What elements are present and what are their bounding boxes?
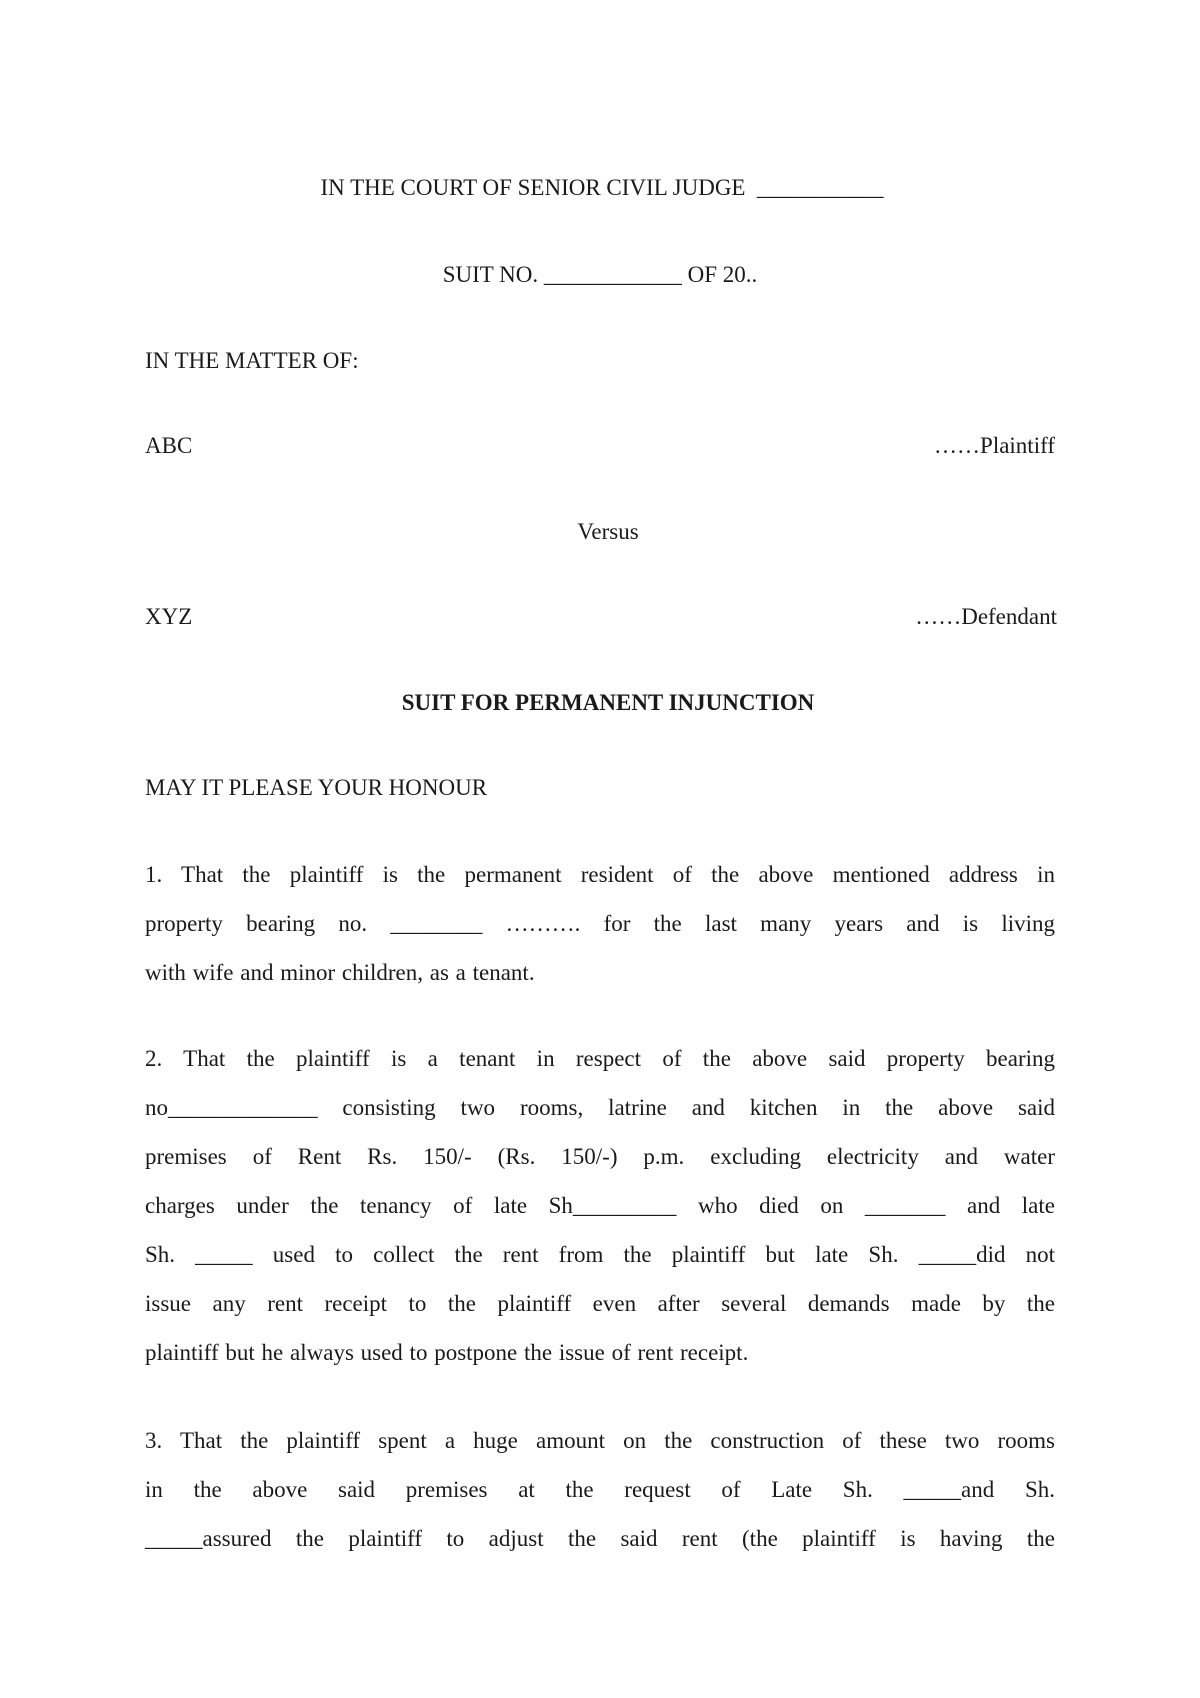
matter-of-label: IN THE MATTER OF:: [145, 348, 359, 373]
defendant-role: ……Defendant: [915, 604, 1057, 629]
paragraph-line: Sh. _____ used to collect the rent from the plaintiff but late Sh. _____did not: [145, 1242, 1055, 1267]
salutation: MAY IT PLEASE YOUR HONOUR: [145, 775, 488, 800]
paragraph-line: in the above said premises at the request of Late Sh. _____and Sh.: [145, 1477, 1055, 1502]
paragraph-1: [145, 850, 1055, 997]
paragraph-line: 3. That the plaintiff spent a huge amount on the construction of these two rooms: [145, 1428, 1055, 1453]
paragraph-line: _____assured the plaintiff to adjust the said rent (the plaintiff is having the: [145, 1526, 1055, 1551]
court-heading: IN THE COURT OF SENIOR CIVIL JUDGE ___________: [320, 175, 884, 200]
paragraph-line: 2. That the plaintiff is a tenant in respect of the above said property bearing: [145, 1046, 1055, 1071]
paragraph-2: [145, 1034, 1055, 1377]
paragraph-line: premises of Rent Rs. 150/- (Rs. 150/-) p.m. excluding electricity and water: [145, 1144, 1055, 1169]
document-title: SUIT FOR PERMANENT INJUNCTION: [401, 690, 815, 715]
defendant-name: XYZ: [145, 604, 193, 629]
paragraph-line: with wife and minor children, as a tenant.: [145, 960, 535, 985]
suit-number-line: SUIT NO. ____________ OF 20..: [442, 262, 758, 287]
paragraph-line: no_____________ consisting two rooms, latrine and kitchen in the above said: [145, 1095, 1055, 1120]
paragraph-3: [145, 1416, 1055, 1563]
paragraph-line: 1. That the plaintiff is the permanent resident of the above mentioned address in: [145, 862, 1055, 887]
plaintiff-role: ……Plaintiff: [934, 433, 1055, 458]
paragraph-line: charges under the tenancy of late Sh_________ who died on _______ and late: [145, 1193, 1055, 1218]
paragraph-line: issue any rent receipt to the plaintiff even after several demands made by the: [145, 1291, 1055, 1316]
versus-label: Versus: [577, 519, 639, 544]
paragraph-line: plaintiff but he always used to postpone the issue of rent receipt.: [145, 1340, 749, 1365]
plaintiff-name: ABC: [145, 433, 193, 458]
paragraph-line: property bearing no. ________ ………. for the last many years and is living: [145, 911, 1055, 936]
